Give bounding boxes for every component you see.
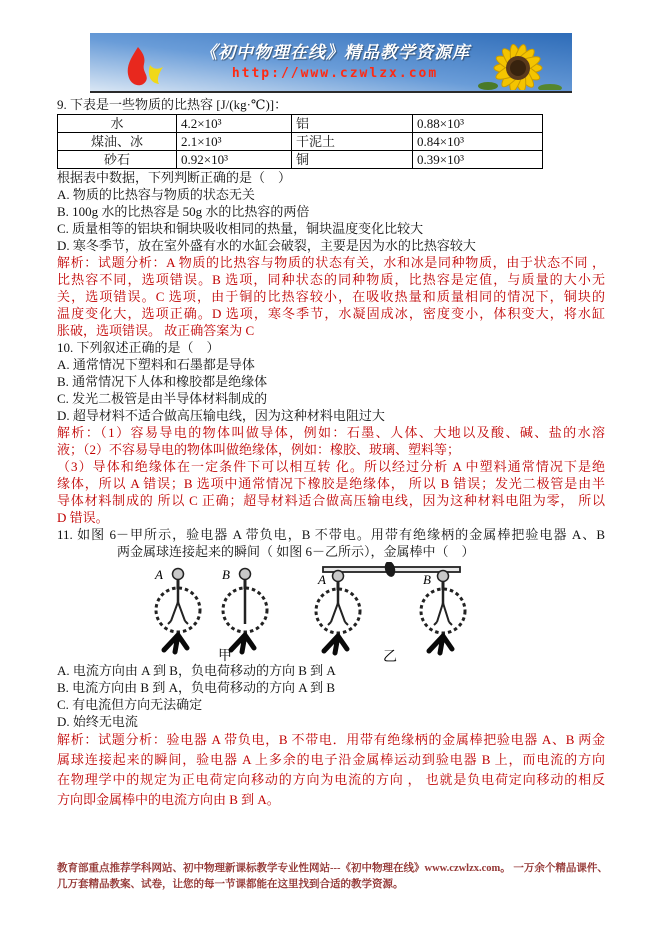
q9-option-c: C. 质量相等的铝块和铜块吸收相同的热量，铜块温度变化比较大 [57, 221, 424, 236]
site-banner [90, 33, 572, 93]
table-cell-substance: 干泥土 [292, 133, 413, 151]
question-11 [57, 526, 605, 810]
q9-analysis-line: 比热容不同，选项错误。B 选项，同种状态的同种物质，比热容是定值，与质量的大小无 [57, 272, 605, 287]
q10-analysis-line: 液；（2）不容易导电的物体叫做绝缘体，例如：橡胶、玻璃、塑料等； [57, 442, 461, 457]
q11-analysis-line: 解析：试题分析：验电器 A 带负电，B 不带电．用带有绝缘柄的金属棒把验电器 A、B 两金 [57, 732, 605, 747]
q11-analysis-line: 属球连接起来的瞬间，验电器 A 上多余的电子沿金属棒运动到验电器 B 上，而电流的方向 [57, 752, 605, 767]
electroscope-figure [140, 562, 600, 662]
q9-analysis-line: 关，选项错误。C 选项，由于铜的比热容较小，在吸收热量和质量相同的情况下，铜块的 [57, 289, 605, 304]
table-cell-value: 0.92×10³ [177, 151, 292, 169]
q10-option-c: C. 发光二极管是由半导体材料制成的 [57, 391, 268, 406]
q10-analysis-line: 解析：（1）容易导电的物体叫做导体，例如：石墨、人体、大地以及酸、碱、盐的水溶 [57, 425, 605, 440]
q11-stem-line-2: 两金属球连接起来的瞬间（ 如图 6－乙所示），金属棒中（ ） [117, 544, 475, 559]
q10-analysis-line: D 错误。 [57, 510, 109, 525]
table-row [58, 115, 543, 133]
table-row [58, 151, 543, 169]
table-cell-substance: 煤油、冰 [58, 133, 177, 151]
q11-analysis-line: 在物理学中的规定为正电荷定向移动的方向为电流的方向 ， 也就是负电荷定向移动的相反 [57, 772, 605, 787]
banner-title: 《初中物理在线》精品教学资源库 [200, 43, 470, 62]
q11-option-b: B. 电流方向由 B 到 A，负电荷移动的方向 A 到 B [57, 680, 336, 695]
q9-option-b: B. 100g 水的比热容是 50g 水的比热容的两倍 [57, 204, 310, 219]
q9-option-a: A. 物质的比热容与物质的状态无关 [57, 187, 255, 202]
electroscope-label: A [318, 572, 326, 587]
question-10 [57, 339, 605, 526]
q10-analysis-line: （3）导体和绝缘体在一定条件下可以相互转 化。所以经过分析 A 中塑料通常情况下是绝 [57, 459, 605, 474]
q11-option-c: C. 有电流但方向无法确定 [57, 697, 203, 712]
q9-analysis-line: 胀破，选项错误。 故正确答案为 C [57, 323, 255, 338]
q11-option-d: D. 始终无电流 [57, 714, 138, 729]
figure-caption-jia: 甲 [218, 649, 232, 662]
page-content [57, 0, 605, 810]
table-cell-value: 4.2×10³ [177, 115, 292, 133]
table-cell-substance: 铜 [292, 151, 413, 169]
q10-analysis-line: 导体材料制成的 所以 C 正确；超导材料适合做高压输电线，因为这种材料电阻为零， 所以 [57, 493, 605, 508]
q11-analysis-line: 方向即金属棒中的电流方向由 B 到 A。 [57, 792, 280, 807]
flame-logo-icon [122, 45, 170, 93]
q9-analysis-line: 温度变化大，选项正确。D 选项，寒冬季节，水凝固成冰，密度变小，体积变大，将水缸 [57, 306, 605, 321]
sunflower-icon [476, 33, 572, 93]
q9-stem: 9. 下表是一些物质的比热容 [J/(kg·℃)]： [57, 97, 288, 112]
q9-analysis-line: 解析：试题分析：A 物质的比热容与物质的状态有关，水和冰是同种物质，由于状态不同 ， [57, 255, 605, 270]
electroscope-b-jia [222, 567, 267, 652]
electroscope-label: B [222, 567, 230, 582]
table-cell-value: 0.84×10³ [413, 133, 543, 151]
q11-option-a: A. 电流方向由 A 到 B，负电荷移动的方向 B 到 A [57, 663, 336, 678]
electroscope-a-yi [316, 571, 360, 654]
electroscope-a-jia [154, 567, 200, 652]
q11-stem-line-1: 11. 如图 6－甲所示，验电器 A 带负电，B 不带电。用带有绝缘柄的金属棒把验电器 A、B [57, 527, 605, 542]
q10-option-d: D. 超导材料不适合做高压输电线，因为这种材料电阻过大 [57, 408, 385, 423]
table-cell-substance: 水 [58, 115, 177, 133]
q9-option-d: D. 寒冬季节，放在室外盛有水的水缸会破裂，主要是因为水的比热容较大 [57, 238, 476, 253]
electroscope-label: A [155, 567, 163, 582]
table-cell-value: 2.1×10³ [177, 133, 292, 151]
footer-line-2: 几万套精品教案、试卷，让您的每一节课都能在这里找到合适的教学资源。 [57, 879, 404, 890]
table-cell-substance: 砂石 [58, 151, 177, 169]
banner-url-link[interactable]: http://www.czwlzx.com [231, 66, 439, 81]
banner-text [190, 38, 480, 81]
q10-stem: 10. 下列叙述正确的是（ ） [57, 340, 220, 355]
page-footer [57, 861, 609, 893]
table-row [58, 133, 543, 151]
electroscope-label: B [423, 572, 431, 587]
table-cell-substance: 铝 [292, 115, 413, 133]
q10-analysis-line: 缘体，所以 A 错误；B 选项中通常情况下橡胶是绝缘体， 所以 B 错误；发光二极管是由半 [57, 476, 605, 491]
table-cell-value: 0.88×10³ [413, 115, 543, 133]
figure-caption-yi: 乙 [383, 650, 397, 662]
electroscope-b-yi [421, 571, 465, 654]
footer-line-1: 教育部重点推荐学科网站、初中物理新课标教学专业性网站---《初中物理在线》www.czwlzx.com。 一万余个精品课件、 [57, 863, 608, 874]
q10-option-b: B. 通常情况下人体和橡胶都是绝缘体 [57, 374, 268, 389]
heat-capacity-table [57, 114, 543, 169]
q9-prompt: 根据表中数据，下列判断正确的是（ ） [57, 170, 292, 185]
table-cell-value: 0.39×10³ [413, 151, 543, 169]
question-9 [57, 96, 605, 339]
q10-option-a: A. 通常情况下塑料和石墨都是导体 [57, 357, 255, 372]
